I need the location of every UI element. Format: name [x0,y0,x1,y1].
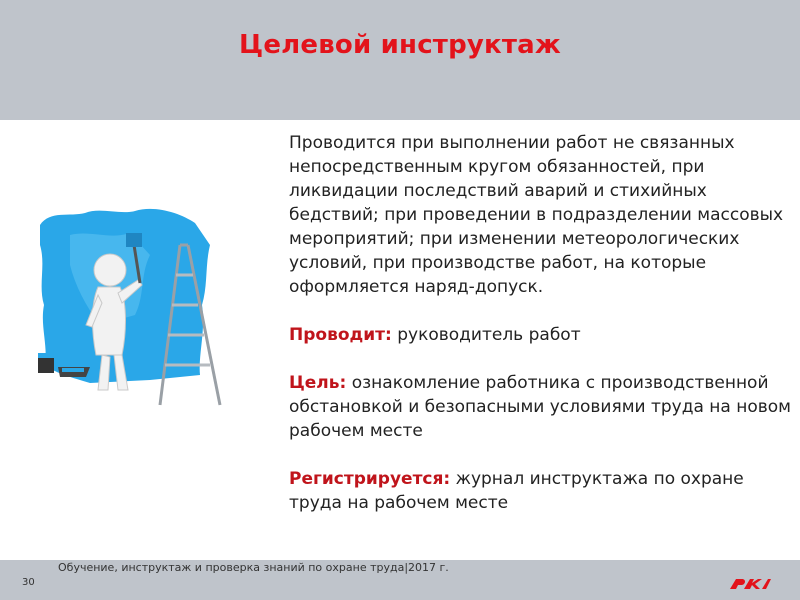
header-band [0,0,800,120]
item-label: Регистрируется: [289,469,451,489]
footer-caption: Обучение, инструктаж и проверка знаний по охране труда|2017 г. [58,561,449,574]
rzd-logo-icon [728,577,772,591]
page-number: 30 [22,577,35,588]
intro-paragraph: Проводится при выполнении работ не связанных непосредственным кругом обязанностей, при ликвидации последствий аварий и стихийных бедствий; при проведении в подразделении массовых мероприятий; при изменении метеорологических условий, при производстве работ, на которые оформляется наряд-допуск. [289,133,784,297]
slide-body [289,131,799,515]
item-label: Проводит: [289,325,392,345]
item-text: ознакомление работника с производственной обстановкой и безопасными условиями труда на новом рабочем месте [289,373,792,441]
item-label: Цель: [289,373,347,393]
registered-item [289,467,799,515]
painter-illustration [30,205,270,415]
conducted-by-item [289,323,799,347]
slide-title: Целевой инструктаж [239,30,561,60]
goal-item [289,371,799,443]
item-text: руководитель работ [391,325,581,345]
item-text: журнал инструктажа по охране труда на рабочем месте [289,469,744,513]
